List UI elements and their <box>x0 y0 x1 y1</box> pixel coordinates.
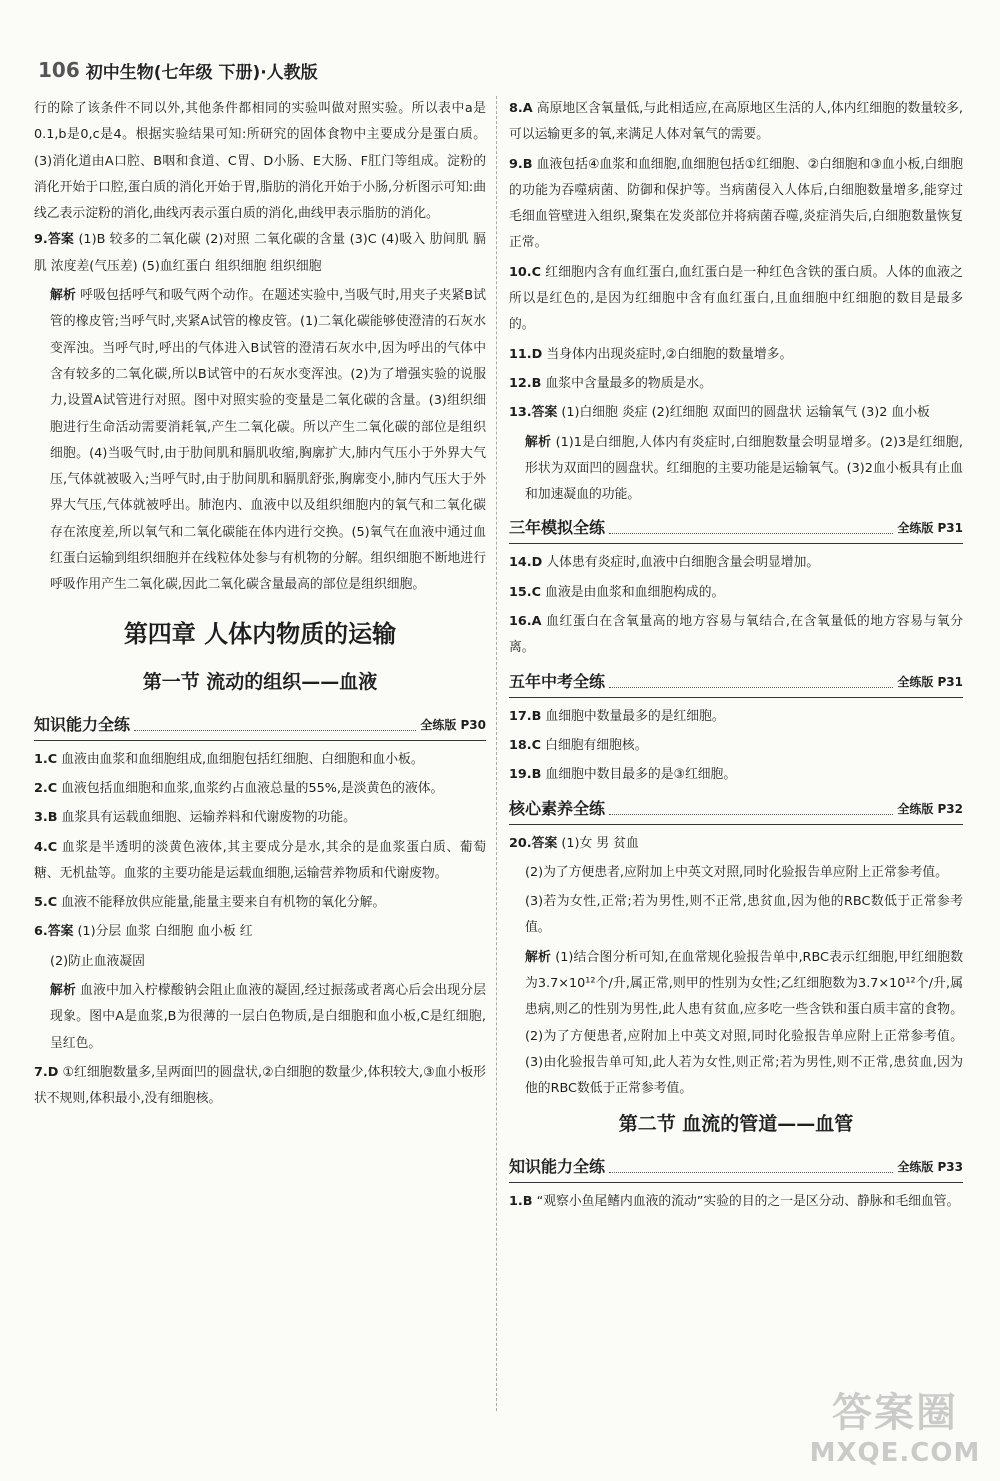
block-title: 核心素养全练 <box>509 798 606 818</box>
section-title: 第一节 流动的组织——血液 <box>142 670 378 693</box>
book-title: 初中生物(七年级 下册)·人教版 <box>85 62 318 83</box>
item-number: 18.C <box>509 737 542 753</box>
answer-text: (1)B 较多的二氧化碳 (2)对照 二氧化碳的含量 (3)C (4)吸入 肋间肌 膈肌 浓度差(气压差) (5)血红蛋白 组织细胞 组织细胞 <box>34 232 487 274</box>
dotted-leader <box>609 814 893 815</box>
item-text: 血液由血浆和血细胞组成,血细胞包括红细胞、白细胞和血小板。 <box>61 751 424 767</box>
analysis-label: 解析 <box>525 949 551 965</box>
question-13-answer <box>509 400 963 426</box>
item-number: 1.C <box>34 751 58 767</box>
right-column <box>509 96 963 1218</box>
block-ref: 全练版 P31 <box>897 674 963 689</box>
item-text: 白细胞有细胞核。 <box>545 737 648 753</box>
block-title: 五年中考全练 <box>509 671 606 691</box>
answer-label: 答案 <box>531 835 558 851</box>
item-text: 人体患有炎症时,血液中白细胞含量会明显增加。 <box>546 555 820 571</box>
analysis-label: 解析 <box>50 983 76 999</box>
item-number: 9.B <box>509 156 533 172</box>
question-20-answer-2: (2)为了方便患者,应附加上中英文对照,同时化验报告单应附上正常参考值。 <box>525 864 948 880</box>
list-item <box>509 762 963 788</box>
question-number: 6. <box>34 924 48 940</box>
block-ref: 全练版 P33 <box>897 1159 963 1174</box>
dotted-leader <box>134 730 416 731</box>
answer-label: 答案 <box>47 924 74 940</box>
item-text: 血液包括血细胞和血浆,血浆约占血液总量的55%,是淡黄色的液体。 <box>61 780 444 796</box>
item-text: 血液包括④血浆和血细胞,血细胞包括①红细胞、②白细胞和③血小板,白细胞的功能为吞噬病菌、防御和保护等。当病菌侵入人体后,白细胞数量增多,能穿过毛细血管壁进入组织,聚集在发炎部位并将病菌吞噬,炎症消失后,白细胞数量恢复正常。 <box>509 156 963 251</box>
item-number: 4.C <box>34 839 58 855</box>
question-20-analysis <box>509 945 963 1103</box>
block-header-knowledge-2 <box>509 1155 963 1183</box>
column-divider <box>496 96 497 1411</box>
list-item <box>34 747 486 773</box>
block-ref: 全练版 P31 <box>897 521 963 536</box>
list-item <box>34 805 486 831</box>
watermark-url: MXQE.COM <box>809 1438 981 1468</box>
item-number: 3.B <box>34 810 58 826</box>
answer-text: (1)白细胞 炎症 (2)红细胞 双面凹的圆盘状 运输氧气 (3)2 血小板 <box>561 405 930 421</box>
answer-label: 答案 <box>47 232 75 248</box>
answer-label: 答案 <box>531 405 558 421</box>
list-item <box>509 550 963 576</box>
analysis-text: 呼吸包括呼气和吸气两个动作。在题述实验中,当吸气时,用夹子夹紧B试管的橡皮管;当呼气时,夹紧A试管的橡皮管。(1)二氧化碳能够使澄清的石灰水变浑浊。当呼气时,呼出的气体进入B试管的澄清石灰水中,因为呼出的气体中含有较多的二氧化碳,所以B试管中的石灰水变浑浊。(2)为了增强实验的说服力,设置A试管进行对照。图中对照实验的变量是二氧化碳的含量。(3)组织细胞进行生命活动需要消耗氧,产生二氧化碳。所以产生二氧化碳的部位是组织细胞。(4)当吸气时,由于肋间肌和膈肌收缩,胸廓扩大,肺内气压小于外界大气压,气体就被吸入;当呼气时,由于肋间肌和膈肌舒张,胸廓变小,肺内气压大于外界大气压,气体就被呼出。肺泡内、血液中以及组织细胞内的氧气和二氧化碳存在浓度差,所以氧气和二氧化碳能在体内进行交换。(5)氧气在血液中通过血红蛋白运输到组织细胞并在线粒体处参与有机物的分解。组织细胞不断地进行呼吸作用产生二氧化碳,因此二氧化碳含量最高的部位是组织细胞。 <box>50 288 487 593</box>
question-number: 20. <box>509 835 532 851</box>
analysis-text: 血液中加入柠檬酸钠会阻止血液的凝固,经过振荡或者离心后会出现分层现象。图中A是血浆,B为很薄的一层白色物质,是白细胞和血小板,C是红细胞,呈红色。 <box>50 983 486 1051</box>
item-text: 血液是由血浆和血细胞构成的。 <box>545 584 725 600</box>
item-text: 当身体内出现炎症时,②白细胞的数量增多。 <box>546 346 793 362</box>
list-item <box>34 835 486 888</box>
list-item <box>509 704 963 730</box>
question-6-analysis <box>34 978 486 1057</box>
watermark-logo-text: 答案圈 <box>832 1390 958 1436</box>
page-header <box>38 50 498 90</box>
question-9-analysis <box>34 283 486 599</box>
item-text: ①红细胞数量多,呈两面凹的圆盘状,②白细胞的数量少,体积较大,③血小板形状不规则,体积最小,没有细胞核。 <box>34 1064 486 1107</box>
list-item <box>509 342 963 368</box>
analysis-text: (1)1是白细胞,人体内有炎症时,白细胞数量会明显增多。(2)3是红细胞,形状为双面凹的圆盘状。红细胞的主要功能是运输氧气。(3)2血小板具有止血和加速凝血的功能。 <box>525 434 964 503</box>
item-text: 高原地区含氧量低,与此相适应,在高原地区生活的人,体内红细胞的数量较多,可以运输更多的氧,来满足人体对氧气的需要。 <box>509 101 963 143</box>
item-text: 血红蛋白在含氧量高的地方容易与氧结合,在含氧量低的地方容易与氧分离。 <box>509 614 963 656</box>
item-text: “观察小鱼尾鳍内血液的流动”实验的目的之一是区分动、静脉和毛细血管。 <box>536 1193 960 1209</box>
list-item <box>34 890 486 916</box>
chapter-title: 第四章 人体内物质的运输 <box>123 619 397 648</box>
item-text: 红细胞内含有血红蛋白,血红蛋白是一种红色含铁的蛋白质。人体的血液之所以是红色的,是因为红细胞中含有血红蛋白,且血细胞中红细胞的数目是最多的。 <box>509 264 963 333</box>
item-number: 11.D <box>509 346 543 362</box>
item-text: 血浆具有运载血细胞、运输养料和代谢废物的功能。 <box>61 810 356 826</box>
block-title: 知识能力全练 <box>34 714 131 734</box>
dotted-leader <box>609 533 893 534</box>
question-number: 9. <box>34 232 48 248</box>
list-item <box>509 371 963 397</box>
item-number: 19.B <box>509 767 542 783</box>
list-item <box>509 260 963 339</box>
item-text: 血浆中含量最多的物质是水。 <box>545 375 712 391</box>
block-header-core-literacy <box>509 797 963 825</box>
site-watermark <box>800 1388 990 1478</box>
block-header-knowledge <box>34 713 486 741</box>
item-number: 8.A <box>509 101 533 116</box>
list-item <box>509 1189 963 1215</box>
item-text: 血浆是半透明的淡黄色液体,其主要成分是水,其余的是血浆蛋白质、葡萄糖、无机盐等。血浆的主要功能是运载血细胞,运输营养物质和代谢废物。 <box>34 839 486 881</box>
intro-paragraph: 行的除了该条件不同以外,其他条件都相同的实验叫做对照实验。所以表中a是0.1,b是0,c是4。根据实验结果可知:所研究的固体食物中主要成分是蛋白质。(3)消化道由A口腔、B咽和食道、C胃、D小肠、E大肠、F肛门等组成。淀粉的消化开始于口腔,蛋白质的消化开始于胃,脂肪的消化开始于小肠,分析图示可知:曲线乙表示淀粉的消化,曲线丙表示蛋白质的消化,曲线甲表示脂肪的消化。 <box>34 101 486 222</box>
analysis-text: (1)结合图分析可知,在血常规化验报告单中,RBC表示红细胞,甲红细胞数为3.7×10¹²个/升,属正常,则甲的性别为女性;乙红细胞数为3.7×10¹²个/升,属患病,则乙的性别为男性,此人患有贫血,应多吃一些含铁和蛋白质丰富的食物。(2)为了方便患者,应附加上中英文对照,同时化验报告单应附上正常参考值。(3)由化验报告单可知,此人若为女性,则正常;若为男性,则不正常,患贫血,因为他的RBC数低于正常参考值。 <box>525 949 964 1097</box>
section-2-title: 第二节 血流的管道——血管 <box>618 1112 854 1135</box>
item-number: 15.C <box>509 584 542 600</box>
item-number: 16.A <box>509 614 542 630</box>
item-text: 血细胞中数目最多的是③红细胞。 <box>545 767 737 783</box>
question-9-answer <box>34 227 486 280</box>
block-header-five-year <box>509 670 963 698</box>
answer-text: (1)女 男 贫血 <box>561 835 639 851</box>
item-number: 12.B <box>509 375 542 391</box>
list-item <box>34 776 486 802</box>
list-item <box>34 1060 486 1113</box>
question-20-answer-3: (3)若为女性,正常;若为男性,则不正常,患贫血,因为他的RBC数低于正常参考值。 <box>525 894 963 936</box>
list-item <box>509 609 963 662</box>
page-number: 106 <box>38 58 80 82</box>
list-item <box>509 580 963 606</box>
question-6-answer <box>34 919 486 945</box>
answer-text: (1)分层 血浆 白细胞 血小板 红 <box>77 924 253 940</box>
dotted-leader <box>609 687 893 688</box>
block-ref: 全练版 P30 <box>420 717 486 732</box>
question-13-analysis <box>509 430 963 509</box>
item-number: 17.B <box>509 708 542 724</box>
block-title: 知识能力全练 <box>509 1156 606 1176</box>
analysis-label: 解析 <box>50 288 76 304</box>
item-number: 5.C <box>34 895 58 911</box>
item-number: 1.B <box>509 1193 533 1209</box>
dotted-leader <box>609 1172 893 1173</box>
list-item <box>509 152 963 257</box>
item-text: 血液不能释放供应能量,能量主要来自有机物的氧化分解。 <box>61 895 386 911</box>
item-number: 10.C <box>509 264 542 280</box>
block-ref: 全练版 P32 <box>897 801 963 816</box>
analysis-label: 解析 <box>525 434 552 450</box>
list-item <box>509 733 963 759</box>
block-title: 三年模拟全练 <box>509 518 606 538</box>
block-header-three-year <box>509 516 963 544</box>
item-number: 2.C <box>34 780 58 796</box>
item-text: 血细胞中数量最多的是红细胞。 <box>545 708 725 724</box>
question-6-answer-2: (2)防止血液凝固 <box>50 953 145 969</box>
list-item <box>509 96 963 149</box>
question-20-answer <box>509 831 963 857</box>
item-number: 14.D <box>509 555 543 571</box>
left-column <box>34 96 486 1116</box>
question-number: 13. <box>509 405 532 421</box>
item-number: 7.D <box>34 1064 59 1080</box>
